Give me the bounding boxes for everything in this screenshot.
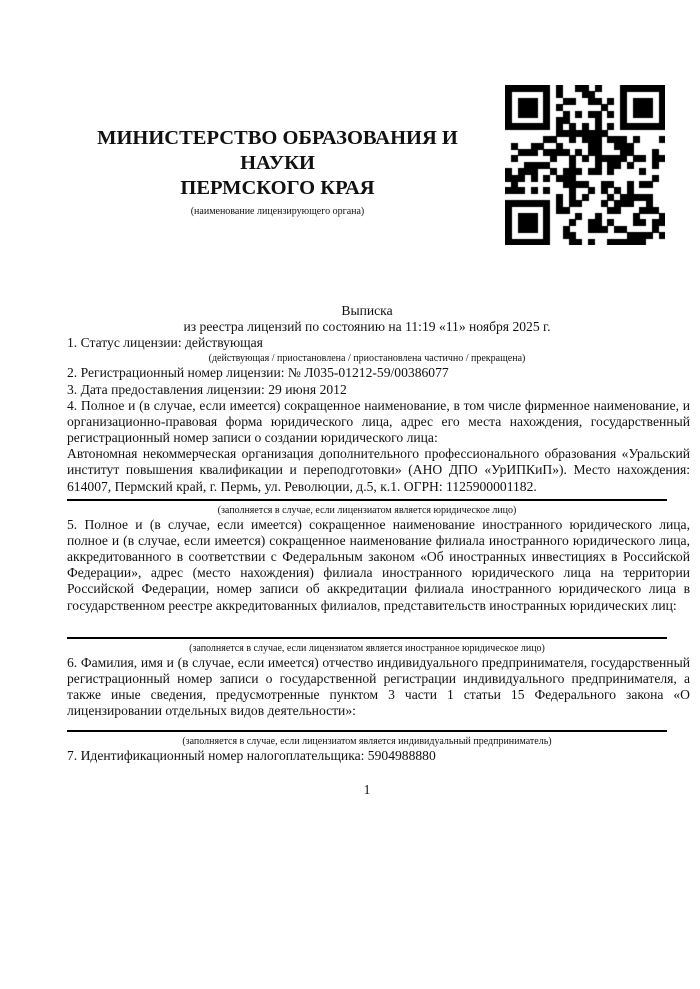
licensing-authority-header [67, 126, 488, 218]
fill-in-rule-legal-entity [67, 499, 667, 501]
ministry-name-line2: ПЕРМСКОГО КРАЯ [180, 177, 375, 199]
ministry-name [67, 126, 488, 201]
field-grant-date: 3. Дата предоставления лицензии: 29 июня 2012 [67, 381, 347, 397]
document-title [67, 303, 667, 335]
field-foreign-entity-question: 5. Полное и (в случае, если имеется) сокращенное наименование иностранного юридического лица, полное и (в случае, если имеется) сокращенное наименование филиала иностранного юридического лица, аккредитованного в соответствии с Федеральным законом «Об иностранных инвестициях в Российской Федерации», адрес (место нахождения) филиала иностранного юридического лица на территории Российской Федерации, номер записи об аккредитации филиала иностранного юридического лица в государственном реестре аккредитованных филиалов, представительств иностранных юридических лиц: [67, 516, 690, 613]
field-license-status: 1. Статус лицензии: действующая [67, 335, 263, 351]
field-legal-entity-question: 4. Полное и (в случае, если имеется) сокращенное наименование, в том числе фирменное наименование, и организационно-правовая форма юридического лица, адрес его места нахождения, государственный регистрационный номер записи о создании юридического лица: [67, 397, 690, 446]
field-legal-entity-caption: (заполняется в случае, если лицензиатом является юридическое лицо) [217, 504, 517, 516]
fill-in-rule-individual-entrepreneur [67, 730, 667, 732]
field-registration-number: 2. Регистрационный номер лицензии: № Л035-01212-59/00386077 [67, 365, 449, 381]
field-license-status-caption: (действующая / приостановлена / приостановлена частично / прекращена) [208, 353, 526, 365]
title-line2: из реестра лицензий по состоянию на 11:19 «11» ноября 2025 г. [183, 319, 551, 335]
document-body [67, 303, 690, 799]
field-individual-entrepreneur-question: 6. Фамилия, имя и (в случае, если имеется) отчество индивидуального предпринимателя, государственный регистрационный номер записи о государственной регистрации индивидуального предпринимателя, а также иные сведения, предусмотренные пунктом 3 части 1 статьи 15 Федерального закона «О лицензировании отдельных видов деятельности»: [67, 654, 690, 719]
ministry-name-line1: МИНИСТЕРСТВО ОБРАЗОВАНИЯ И НАУКИ [97, 127, 458, 174]
qr-code [505, 85, 665, 245]
field-taxpayer-id: 7. Идентификационный номер налогоплательщика: 5904988880 [67, 748, 436, 764]
field-legal-entity-answer: Автономная некоммерческая организация дополнительного профессионального образования «Уральский институт повышения квалификации и переподготовки» (АНО ДПО «УрИПКиП»). Место нахождения: 614007, Пермский край, г. Пермь, ул. Революции, д.5, к.1. ОГРН: 1125900001182. [67, 446, 690, 494]
title-line1: Выписка [341, 303, 393, 318]
header-caption: (наименование лицензирующего органа) [190, 206, 365, 217]
field-foreign-entity-caption: (заполняется в случае, если лицензиатом является иностранное юридическое лицо) [189, 642, 545, 654]
page-number: 1 [363, 782, 371, 798]
fill-in-rule-foreign-entity [67, 637, 667, 639]
field-individual-entrepreneur-caption: (заполняется в случае, если лицензиатом является индивидуальный предприниматель) [182, 736, 552, 748]
